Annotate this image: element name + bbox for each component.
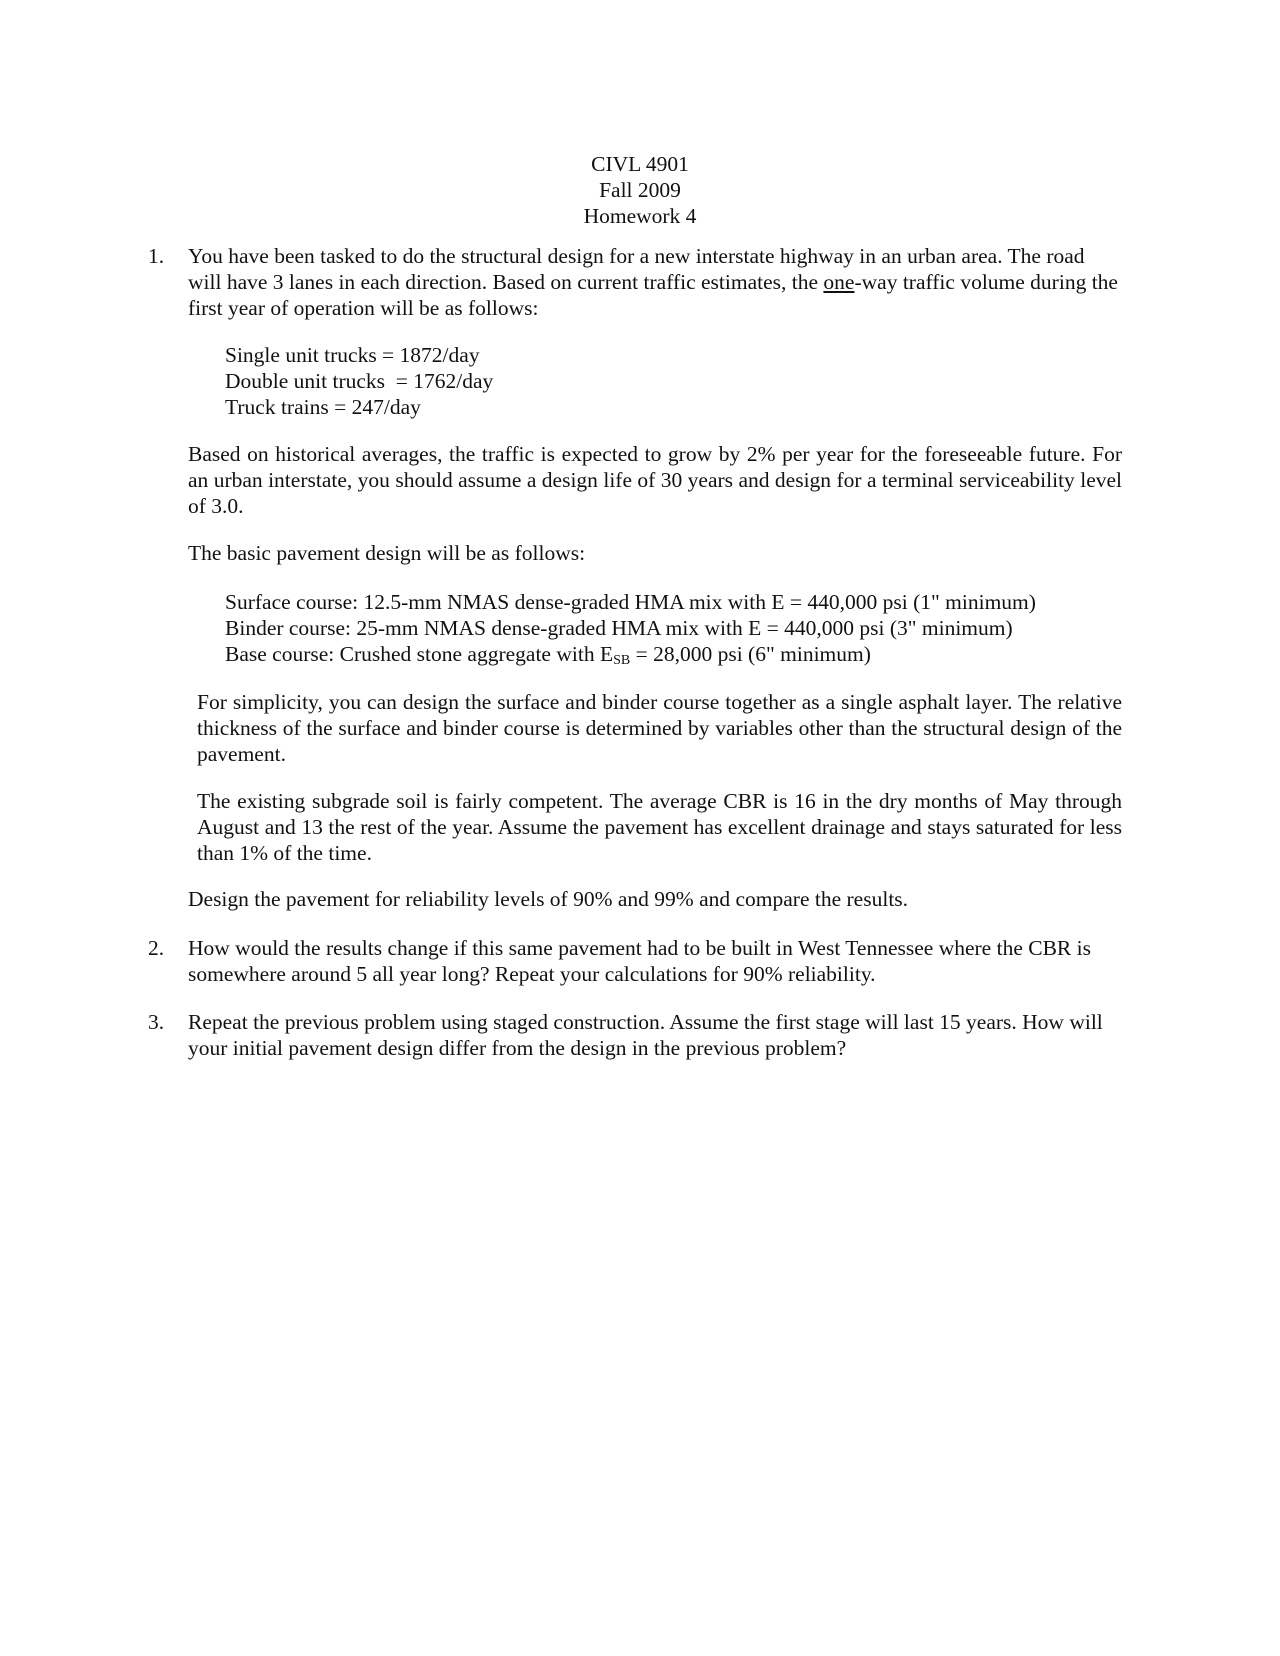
problem-1-intro-text-b: -way traffic volume during the first year of operation will be as follows: bbox=[188, 270, 1118, 320]
traffic-double-unit: Double unit trucks = 1762/day bbox=[225, 369, 494, 393]
base-course-text-a: Base course: Crushed stone aggregate with E bbox=[225, 642, 614, 666]
simplicity-paragraph: For simplicity, you can design the surface and binder course together as a single asphalt layer. The relative thickness of the surface and binder course is determined by variables other than the structural design of the pavement. bbox=[197, 690, 1122, 766]
problem-1-intro-underlined: one bbox=[823, 270, 855, 294]
reliability-paragraph: Design the pavement for reliability levels of 90% and 99% and compare the results. bbox=[188, 887, 909, 911]
traffic-truck-trains: Truck trains = 247/day bbox=[225, 395, 421, 419]
problem-1-number: 1. bbox=[148, 244, 165, 268]
subgrade-paragraph: The existing subgrade soil is fairly competent. The average CBR is 16 in the dry months of May through August and 13 the rest of the year. Assume the pavement has excellent drainage and stays saturated for less than 1% of the time. bbox=[197, 789, 1122, 865]
base-course bbox=[225, 641, 1125, 667]
problem-3-text: Repeat the previous problem using staged construction. Assume the first stage will last 15 years. How will your initial pavement design differ from the design in the previous problem? bbox=[188, 1010, 1103, 1060]
problem-2-text: How would the results change if this same pavement had to be built in West Tennessee where the CBR is somewhere around 5 all year long? Repeat your calculations for 90% reliability. bbox=[188, 936, 1091, 986]
document-title: Homework 4 bbox=[583, 204, 697, 228]
course-code: CIVL 4901 bbox=[591, 152, 689, 176]
problem-1-intro-text-a: You have been tasked to do the structural design for a new interstate highway in an urban area. The road will have 3 lanes in each direction. Based on current traffic estimates, the bbox=[188, 244, 1085, 294]
document-header bbox=[0, 151, 1280, 229]
base-course-subscript: SB bbox=[613, 653, 631, 668]
problem-2-number: 2. bbox=[148, 936, 165, 960]
problem-3-number: 3. bbox=[148, 1010, 165, 1034]
traffic-single-unit: Single unit trucks = 1872/day bbox=[225, 343, 480, 367]
problem-1-intro bbox=[188, 243, 1122, 321]
surface-course: Surface course: 12.5-mm NMAS dense-graded HMA mix with E = 440,000 psi (1" minimum) bbox=[225, 590, 1036, 614]
design-intro: The basic pavement design will be as follows: bbox=[188, 541, 586, 565]
traffic-growth-paragraph: Based on historical averages, the traffic is expected to grow by 2% per year for the foreseeable future. For an urban interstate, you should assume a design life of 30 years and design for a terminal serviceability level of 3.0. bbox=[188, 442, 1122, 518]
pavement-layers bbox=[225, 589, 1125, 667]
binder-course: Binder course: 25-mm NMAS dense-graded HMA mix with E = 440,000 psi (3" minimum) bbox=[225, 616, 1013, 640]
term: Fall 2009 bbox=[599, 178, 681, 202]
base-course-text-b: = 28,000 psi (6" minimum) bbox=[630, 642, 871, 666]
traffic-list bbox=[225, 342, 1125, 420]
